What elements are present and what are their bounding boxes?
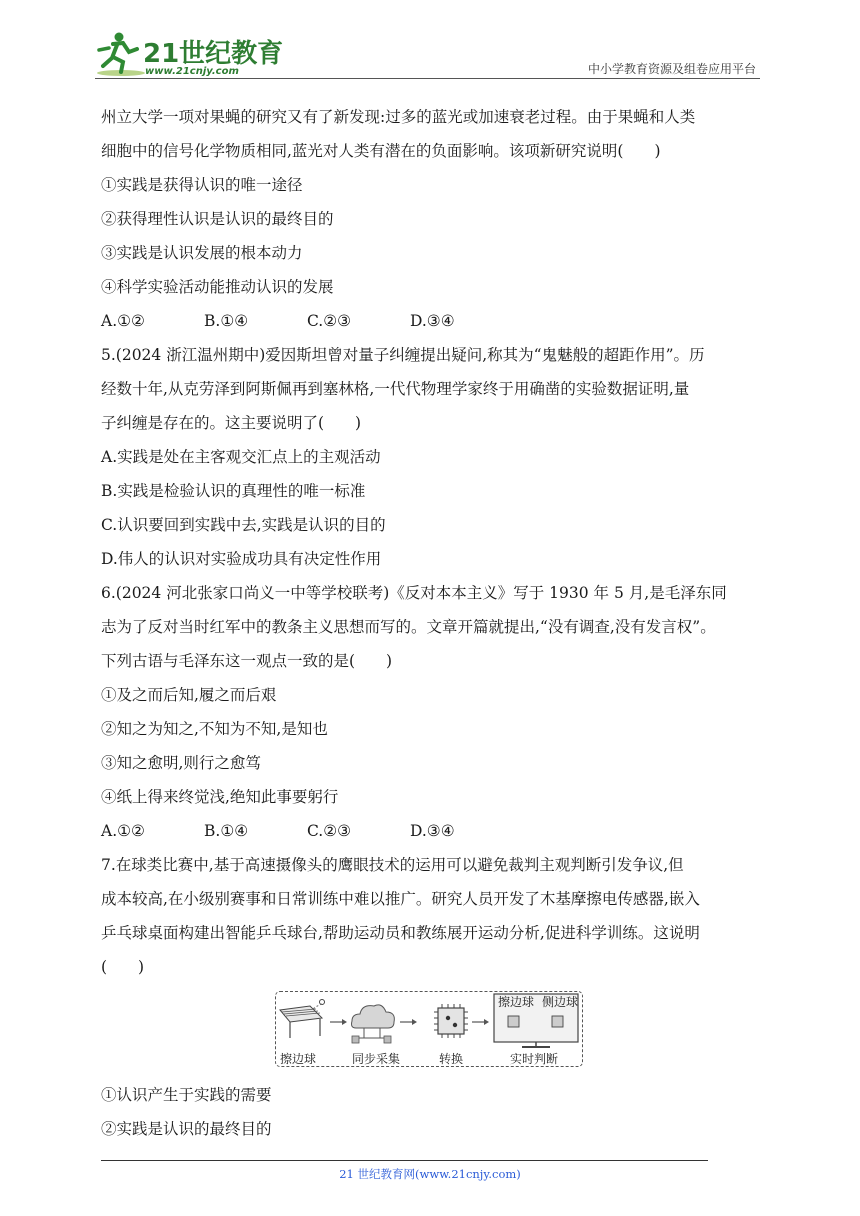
option-c: C.②③	[307, 312, 352, 330]
q6-line: 下列古语与毛泽东这一观点一致的是( )	[101, 652, 393, 670]
process-figure	[101, 988, 766, 1076]
arrow-icon	[330, 1019, 347, 1025]
q5-choice: D.伟人的认识对实验成功具有决定性作用	[101, 550, 382, 568]
q5-line: 经数十年,从克劳泽到阿斯佩再到塞林格,一代代物理学家终于用确凿的实验数据证明,量	[101, 380, 690, 398]
question-content	[101, 100, 766, 1146]
screen-label-side-ball: 侧边球	[542, 995, 579, 1009]
q7-line: 7.在球类比赛中,基于高速摄像头的鹰眼技术的运用可以避免裁判主观判断引发争议,但	[101, 856, 684, 874]
option-b: B.①④	[204, 822, 249, 840]
arrow-icon	[400, 1019, 417, 1025]
figure-label: 转换	[439, 1052, 464, 1066]
q5-choice: B.实践是检验认识的真理性的唯一标准	[101, 482, 366, 500]
q6-options	[101, 814, 766, 848]
figure-label: 擦边球	[280, 1052, 317, 1066]
figure-label: 同步采集	[352, 1052, 401, 1066]
figure-frame	[275, 991, 583, 1067]
header-rule	[95, 78, 760, 79]
q4-item: ④科学实验活动能推动认识的发展	[101, 278, 334, 296]
platform-name: 中小学教育资源及组卷应用平台	[587, 62, 756, 76]
q5-choice: A.实践是处在主客观交汇点上的主观活动	[101, 448, 381, 466]
option-c: C.②③	[307, 822, 352, 840]
screen-label-edge-ball: 擦边球	[498, 995, 535, 1009]
option-d: D.③④	[410, 822, 455, 840]
q4-line: 细胞中的信号化学物质相同,蓝光对人类有潜在的负面影响。该项新研究说明( )	[101, 142, 661, 160]
q5-line: 子纠缠是存在的。这主要说明了( )	[101, 414, 362, 432]
option-d: D.③④	[410, 312, 455, 330]
option-a: A.①②	[101, 822, 145, 840]
logo-21cnjy	[95, 30, 284, 78]
q7-item: ②实践是认识的最终目的	[101, 1120, 272, 1138]
q4-options	[101, 304, 766, 338]
q6-item: ④纸上得来终觉浅,绝知此事要躬行	[101, 788, 339, 806]
q7-line: 成本较高,在小级别赛事和日常训练中难以推广。研究人员开发了木基摩擦电传感器,嵌入	[101, 890, 700, 908]
chip-icon	[434, 1004, 468, 1038]
q4-line: 州立大学一项对果蝇的研究又有了新发现:过多的蓝光或加速衰老过程。由于果蝇和人类	[101, 108, 696, 126]
q7-line: 乒乓球桌面构建出智能乒乓球台,帮助运动员和教练展开运动分析,促进科学训练。这说明	[101, 924, 700, 942]
footer-link[interactable]: 21 世纪教育网(www.21cnjy.com)	[339, 1167, 521, 1181]
footer-rule	[101, 1160, 708, 1161]
svg-text:www.21cnjy.com: www.21cnjy.com	[145, 66, 239, 77]
q7-item: ①认识产生于实践的需要	[101, 1086, 272, 1104]
q6-item: ①及之而后知,履之而后艰	[101, 686, 277, 704]
table-icon	[280, 1000, 325, 1039]
figure-label: 实时判断	[510, 1052, 559, 1066]
q5-line: 5.(2024 浙江温州期中)爱因斯坦曾对量子纠缠提出疑问,称其为“鬼魅般的超距作用”。历	[101, 346, 705, 364]
cloud-icon	[352, 1005, 395, 1043]
q5-choice: C.认识要回到实践中去,实践是认识的目的	[101, 516, 386, 534]
q4-item: ②获得理性认识是认识的最终目的	[101, 210, 334, 228]
q6-item: ③知之愈明,则行之愈笃	[101, 754, 261, 772]
page-header	[95, 30, 760, 80]
svg-text:21世纪教育: 21世纪教育	[143, 39, 284, 69]
option-b: B.①④	[204, 312, 249, 330]
arrow-icon	[472, 1019, 489, 1025]
q6-line: 6.(2024 河北张家口尚义一中等学校联考)《反对本本主义》写于 1930 年 5 月,是毛泽东同	[101, 584, 727, 602]
q4-item: ①实践是获得认识的唯一途径	[101, 176, 303, 194]
q6-item: ②知之为知之,不知为不知,是知也	[101, 720, 328, 738]
option-a: A.①②	[101, 312, 145, 330]
q6-line: 志为了反对当时红军中的教条主义思想而写的。文章开篇就提出,“没有调查,没有发言权”。	[101, 618, 716, 636]
q7-line: ( )	[101, 958, 145, 976]
q4-item: ③实践是认识发展的根本动力	[101, 244, 303, 262]
